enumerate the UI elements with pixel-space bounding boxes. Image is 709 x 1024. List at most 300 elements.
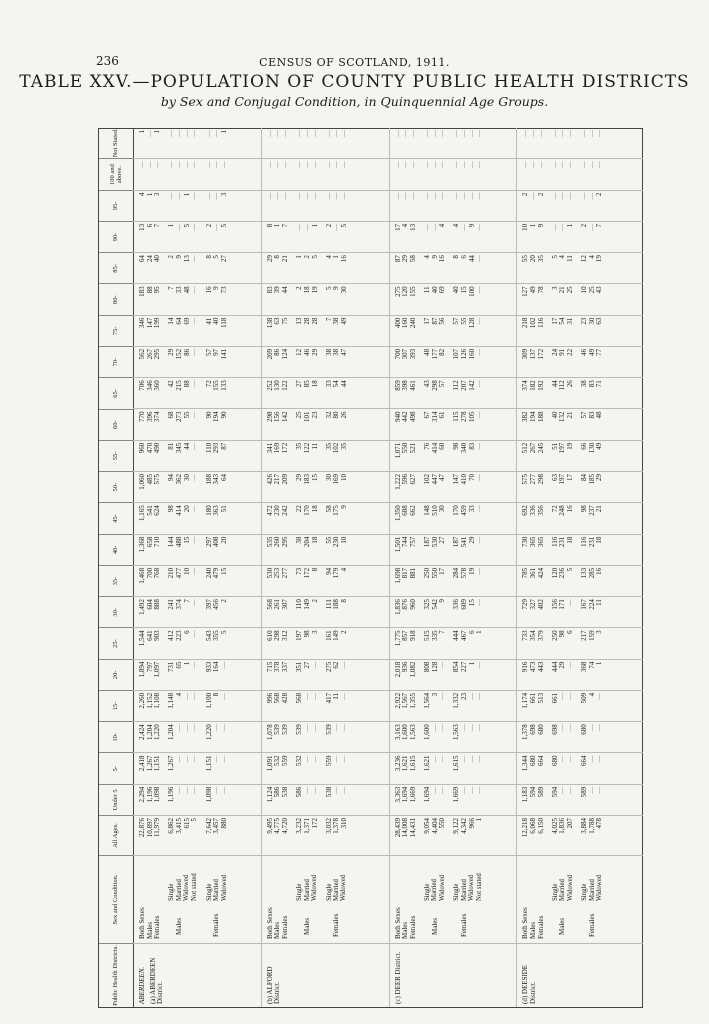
cell-value: —	[475, 755, 484, 763]
cell-value: 179	[332, 567, 341, 579]
cell-value: —	[595, 755, 604, 763]
cell-value: 368	[580, 661, 589, 673]
cell-value: 275	[393, 286, 402, 297]
cell-value: 87	[393, 255, 402, 263]
value-cell	[581, 505, 604, 533]
cell-value: 30	[438, 505, 447, 513]
cell-value: —	[430, 130, 439, 138]
cell-value: 49	[587, 348, 596, 356]
value-cell	[296, 505, 319, 533]
value-cell	[139, 693, 162, 721]
cell-value: —	[558, 755, 567, 763]
cell-value: 9	[430, 255, 439, 259]
cell-value: 1,378	[332, 818, 341, 834]
cell-value: 149	[302, 599, 311, 610]
cell-value: —	[566, 599, 575, 607]
cell-value: 374	[521, 380, 530, 391]
cell-value: 307	[401, 348, 410, 360]
value-cell	[453, 537, 484, 565]
cell-value: 744	[401, 536, 410, 548]
value-cell	[395, 630, 418, 658]
cell-value: 17	[566, 474, 575, 482]
cell-value: 960	[138, 442, 146, 454]
cell-value: —	[273, 192, 282, 200]
cell-value: 64	[219, 474, 228, 482]
cell-value: 35	[339, 442, 348, 450]
cell-value: 562	[138, 348, 146, 360]
cell-value: —	[438, 192, 447, 200]
header-age-0: Under 5	[99, 784, 133, 815]
cell-value: 161	[324, 630, 333, 641]
cell-value: 68	[167, 411, 176, 419]
value-cell	[424, 130, 447, 158]
cell-value: —	[219, 755, 228, 763]
cell-value: —	[459, 161, 468, 169]
cell-value: 13	[182, 255, 191, 263]
cell-value: 11	[595, 599, 604, 606]
cell-value: 1,097	[153, 661, 162, 678]
value-cell	[581, 568, 604, 596]
cell-value: 67	[422, 411, 431, 419]
cell-value: 18	[566, 536, 575, 544]
cell-value: 3	[310, 630, 319, 634]
condition-label: Single	[551, 883, 559, 901]
cell-value: 138	[265, 317, 274, 329]
cell-value: —	[190, 130, 199, 138]
totals-labels	[139, 907, 162, 939]
cell-value: 32	[324, 411, 333, 419]
value-cell	[424, 505, 447, 533]
value-cell	[139, 193, 162, 221]
cell-value: 24	[550, 348, 559, 356]
cell-value: 77	[595, 348, 604, 356]
cell-value: 41	[204, 317, 213, 325]
cell-value: 4	[175, 692, 184, 697]
cell-value: 156	[273, 411, 282, 422]
cell-value: 29	[265, 255, 274, 263]
cell-value: 9	[339, 505, 348, 509]
value-cell	[206, 568, 229, 596]
cell-value: 7	[182, 599, 191, 603]
cell-value: 261	[273, 599, 282, 610]
page-number: 236	[96, 54, 119, 68]
cell-value: 589	[580, 786, 589, 798]
cell-value: 98	[302, 630, 311, 638]
cell-value: —	[550, 130, 559, 138]
cell-value: 245	[536, 442, 545, 454]
value-cell	[168, 693, 199, 721]
value-cell	[168, 443, 199, 471]
cell-value: —	[475, 505, 484, 513]
cell-value: 155	[212, 380, 221, 391]
cell-value: 90	[219, 411, 228, 419]
cell-value: 2	[204, 223, 213, 228]
cell-value: 859	[393, 380, 402, 391]
cell-value: —	[595, 692, 604, 700]
cell-value: 692	[521, 505, 530, 516]
value-cell	[453, 255, 484, 283]
value-cell	[267, 474, 290, 502]
cell-value: 4	[138, 192, 146, 197]
value-cell	[296, 662, 319, 690]
cell-value: 90	[204, 411, 213, 419]
totals-labels	[267, 907, 290, 939]
cell-value: —	[324, 130, 333, 138]
cell-value: 102	[422, 474, 431, 485]
cell-value: 8	[273, 255, 282, 259]
value-cell	[453, 818, 484, 855]
cell-value: 20	[219, 536, 228, 544]
cell-value: 11	[310, 442, 319, 450]
cell-value: 4	[558, 255, 567, 259]
value-cell	[267, 505, 290, 533]
condition-label: Widowed	[220, 874, 228, 901]
cell-value: 6,150	[536, 818, 545, 834]
cell-value: 58	[324, 505, 333, 513]
cell-value: 4	[401, 223, 410, 228]
cell-value: 98	[580, 505, 589, 513]
value-cell	[453, 318, 484, 346]
cell-value: 7	[153, 223, 162, 228]
cell-value: 1,152	[145, 692, 154, 709]
value-cell	[522, 349, 545, 377]
cell-value: 1	[528, 223, 537, 228]
cell-value: 72	[204, 380, 213, 388]
cell-value: 240	[204, 567, 213, 579]
cell-value: 4,404	[430, 818, 439, 834]
cell-value: 10	[521, 223, 530, 231]
value-cell	[296, 161, 319, 189]
value-cell	[296, 193, 319, 221]
cell-value: 539	[295, 724, 304, 735]
cell-value: 361	[528, 567, 537, 579]
cell-value: 1,196	[167, 786, 176, 803]
value-cell	[522, 224, 545, 252]
cell-value: 9	[332, 286, 341, 290]
cell-value: —	[550, 161, 559, 169]
cell-value: 7	[167, 286, 176, 290]
cell-value: 217	[580, 630, 589, 641]
district-name	[395, 946, 403, 1004]
header-age-13: 65-	[99, 377, 133, 408]
cell-value: —	[475, 255, 484, 263]
cell-value: 38	[332, 348, 341, 356]
value-cell	[267, 693, 290, 721]
value-cell	[581, 130, 604, 158]
cell-value: 1,151	[204, 755, 213, 772]
cell-value: 43	[595, 286, 604, 294]
cell-value: 1	[332, 255, 341, 259]
value-cell	[168, 662, 199, 690]
cell-value: 10	[339, 536, 348, 544]
cell-value: 5	[339, 223, 348, 228]
cell-value: 4	[324, 255, 333, 259]
cell-value: 116	[580, 536, 589, 547]
cell-value: 1,350	[393, 505, 402, 522]
value-cell	[453, 443, 484, 471]
value-cell	[395, 193, 418, 221]
cell-value: —	[475, 567, 484, 575]
value-cell	[296, 818, 319, 855]
cell-value: 5	[566, 567, 575, 572]
cell-value: 116	[550, 536, 559, 547]
value-cell	[267, 662, 290, 690]
cell-value: —	[302, 130, 311, 138]
cell-value: 410	[459, 474, 468, 485]
cell-value: —	[167, 161, 176, 169]
value-cell	[168, 130, 199, 158]
cell-value: 28,439	[393, 818, 402, 838]
value-cell	[424, 318, 447, 346]
cell-value: 298	[265, 411, 274, 422]
cell-value: —	[332, 755, 341, 763]
value-cell	[326, 130, 349, 158]
cell-value: —	[295, 161, 304, 169]
cell-value: 98	[452, 442, 461, 450]
cell-value: 231	[558, 536, 567, 548]
cell-value: 209	[281, 474, 290, 485]
cell-value: 111	[324, 599, 333, 610]
cell-value: 24	[145, 255, 154, 263]
cell-value: 91	[558, 348, 567, 356]
value-cell	[424, 224, 447, 252]
cell-value: 63	[550, 474, 559, 482]
cell-value: 996	[265, 692, 274, 704]
cell-value: 817	[401, 567, 410, 579]
value-cell	[296, 787, 319, 815]
cell-value: —	[324, 192, 333, 200]
cell-value: 29	[167, 348, 176, 356]
cell-value: 658	[145, 536, 154, 548]
value-cell	[424, 474, 447, 502]
value-cell	[424, 630, 447, 658]
value-cell	[267, 724, 290, 752]
cell-value: 30	[324, 474, 333, 482]
cell-value: 447	[430, 474, 439, 485]
cell-value: —	[459, 223, 468, 231]
cell-value: —	[467, 161, 476, 169]
cell-value: 1,091	[265, 755, 274, 772]
cell-value: —	[475, 380, 484, 388]
cell-value: 467	[459, 630, 468, 641]
value-cell	[206, 349, 229, 377]
cell-value: 1,148	[167, 692, 176, 709]
value-cell	[296, 630, 319, 658]
value-cell	[267, 255, 290, 283]
cell-value: 365	[528, 536, 537, 548]
condition-label: Widowed	[438, 874, 446, 901]
value-cell	[326, 474, 349, 502]
cell-value: 19	[566, 442, 575, 450]
cell-value: 57	[204, 348, 213, 356]
header-age-11: 55-	[99, 440, 133, 471]
cell-value: —	[401, 161, 410, 169]
value-cell	[296, 380, 319, 408]
value-cell	[453, 630, 484, 658]
cell-value: 18	[310, 380, 319, 388]
value-cell	[581, 755, 604, 783]
cell-value: 155	[408, 286, 417, 297]
cell-value: 1,100	[204, 692, 213, 709]
cell-value: 28	[310, 317, 319, 325]
cell-value: 1,694	[401, 786, 410, 803]
cell-value: —	[430, 755, 439, 763]
cell-value: 5	[182, 223, 191, 228]
cell-value: —	[310, 192, 319, 200]
cell-value: 456	[212, 599, 221, 610]
cell-value: 118	[219, 317, 228, 328]
cell-value: —	[190, 255, 199, 263]
value-cell	[424, 818, 447, 855]
cell-value: —	[310, 786, 319, 794]
cell-value: 29	[467, 536, 476, 544]
condition-label: Married	[431, 879, 439, 901]
cell-value: 1,267	[145, 755, 154, 772]
value-cell	[326, 818, 349, 855]
cell-value: —	[339, 692, 348, 700]
cell-value: —	[452, 130, 461, 138]
value-cell	[395, 443, 418, 471]
cell-value: 57	[452, 317, 461, 325]
cell-value: 112	[452, 380, 461, 391]
cell-value: 1	[145, 192, 154, 197]
value-cell	[395, 349, 418, 377]
cell-value: —	[182, 786, 191, 794]
cell-value: —	[190, 192, 199, 200]
county-name: ABERDEEN.	[138, 966, 146, 1004]
value-cell	[522, 286, 545, 314]
header-age-9: 45-	[99, 502, 133, 533]
cell-value: 295	[281, 536, 290, 548]
cell-value: 4,720	[281, 818, 290, 834]
cell-value: 194	[528, 411, 537, 422]
cell-value: 530	[265, 567, 274, 579]
cell-value: 854	[452, 661, 461, 673]
cell-value: 627	[408, 474, 417, 485]
cell-value: 51	[550, 442, 559, 450]
cell-value: 354	[528, 630, 537, 641]
cell-value: 124	[281, 348, 290, 360]
cell-value: —	[175, 161, 184, 169]
cell-value: 61	[438, 411, 447, 419]
cell-value: 346	[145, 380, 154, 391]
cell-value: —	[580, 130, 589, 138]
header-age-5: 25-	[99, 627, 133, 658]
cell-value: —	[310, 755, 319, 763]
cell-value: 5	[324, 286, 333, 290]
value-cell	[522, 130, 545, 158]
cell-value: 215	[175, 380, 184, 391]
cell-value: 65	[175, 661, 184, 669]
cell-value: 159	[587, 630, 596, 641]
cell-value: —	[190, 380, 199, 388]
value-cell	[326, 411, 349, 439]
cell-value: —	[408, 161, 417, 169]
value-cell	[267, 537, 290, 565]
cell-value: 110	[204, 442, 213, 453]
cell-value: —	[475, 286, 484, 294]
cell-value: 309	[521, 348, 530, 360]
cell-value: 1,108	[153, 692, 162, 709]
value-cell	[326, 318, 349, 346]
cell-value: —	[219, 724, 228, 732]
value-cell	[395, 161, 418, 189]
cell-value: 57	[580, 411, 589, 419]
cell-value: 539	[273, 724, 282, 735]
females-group-label: Females	[212, 913, 221, 937]
cell-value: —	[467, 786, 476, 794]
value-cell	[424, 568, 447, 596]
cell-value: 568	[265, 599, 274, 610]
cell-value: 1,124	[265, 786, 274, 803]
cell-value: 539	[281, 724, 290, 735]
cell-value: 253	[273, 567, 282, 579]
condition-label: Married	[333, 879, 341, 901]
cell-value: 568	[273, 692, 282, 704]
district-name	[267, 946, 282, 1004]
cell-value: 512	[521, 442, 530, 454]
cell-value: 365	[536, 536, 545, 548]
value-cell	[552, 380, 575, 408]
header-age-18: 90-	[99, 221, 133, 252]
value-cell	[139, 318, 162, 346]
value-cell	[168, 599, 199, 627]
cell-value: 100	[467, 286, 476, 297]
cell-value: 4	[438, 223, 447, 228]
value-cell	[581, 349, 604, 377]
cell-value: —	[459, 192, 468, 200]
condition-label: Married	[303, 879, 311, 901]
cell-value: 19	[467, 567, 476, 575]
cell-value: —	[467, 130, 476, 138]
cell-value: —	[475, 223, 484, 231]
cell-value: 192	[536, 380, 545, 391]
cell-value: 267	[145, 348, 154, 360]
cell-value: 73	[219, 286, 228, 294]
cell-value: 236	[558, 567, 567, 579]
cell-value: 345	[175, 442, 184, 454]
cell-value: 510	[430, 505, 439, 516]
cell-value: —	[182, 130, 191, 138]
cell-value: 285	[587, 567, 596, 579]
cell-value: —	[566, 192, 575, 200]
value-cell	[168, 787, 199, 815]
cell-value: 27	[219, 255, 228, 263]
cell-value: 105	[467, 411, 476, 422]
cell-value: 57	[438, 380, 447, 388]
cell-value: 1,698	[393, 567, 402, 584]
cell-value: 9	[536, 223, 545, 228]
cell-value: 147	[452, 474, 461, 485]
cell-value: 21	[566, 411, 575, 419]
value-cell	[453, 787, 484, 815]
cell-value: —	[190, 567, 199, 575]
cell-value: 335	[430, 630, 439, 641]
cell-value: 30	[182, 474, 191, 482]
cell-value: —	[536, 130, 545, 138]
cell-value: 7	[438, 630, 447, 634]
value-cell	[395, 255, 418, 283]
value-cell	[326, 662, 349, 690]
cell-value: —	[595, 786, 604, 794]
cell-value: 223	[175, 630, 184, 641]
header-age-21: Not Stated.	[112, 128, 120, 158]
cell-value: 1	[182, 661, 191, 666]
cell-value: 3	[595, 630, 604, 634]
cell-value: 880	[219, 818, 228, 829]
value-cell	[424, 411, 447, 439]
cell-value: 21	[595, 505, 604, 513]
